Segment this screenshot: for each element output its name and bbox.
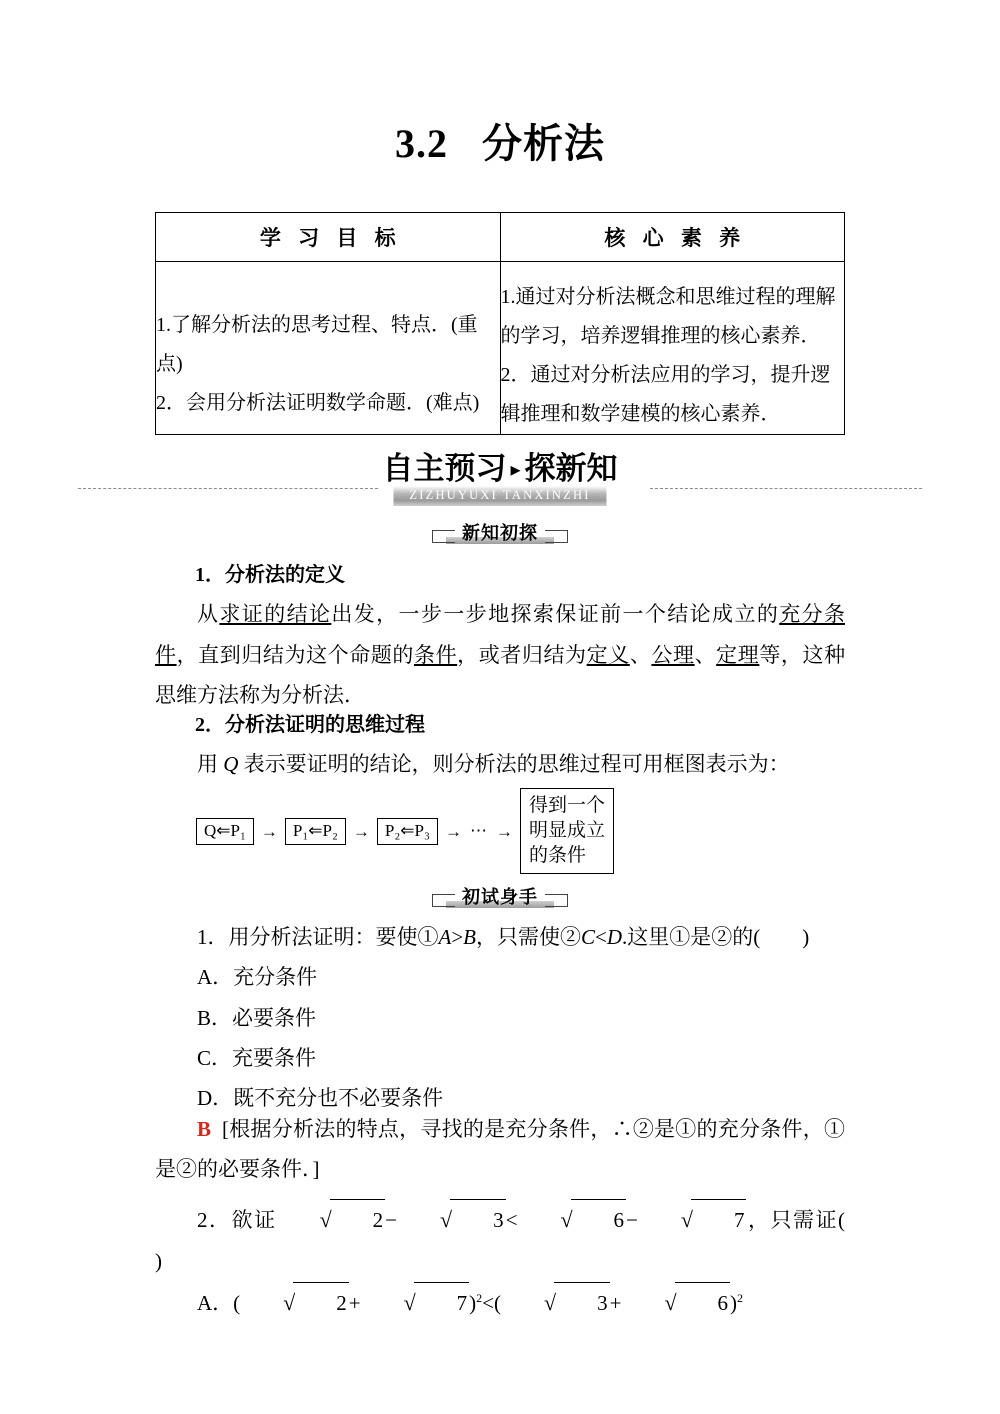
arrow-right-icon-1: →: [260, 821, 278, 841]
exercise-1-number: 1．: [197, 925, 229, 949]
banner-rule-left: [78, 488, 378, 489]
intro-text-b: 表示要证明的结论，则分析法的思维过程可用框图表示为：: [238, 752, 790, 777]
bracket-left-icon: [432, 894, 455, 907]
exercise-1-option-b[interactable]: B．必要条件: [197, 1005, 317, 1030]
exercise-1-stem: [155, 917, 845, 957]
thinking-process-block: [155, 706, 845, 785]
thinking-heading: 2．分析法证明的思维过程: [195, 714, 425, 736]
bracket-left-icon: [432, 530, 455, 543]
intro-variable-q: Q: [223, 752, 239, 777]
subbanner-new-knowledge: [0, 519, 1000, 545]
objectives-table: [155, 212, 845, 435]
banner-title-right: 探新知: [524, 451, 618, 486]
bracket-right-icon: [545, 894, 568, 907]
final-box-line-2: 明显成立: [528, 820, 605, 842]
exercise-2-stem: [155, 1199, 845, 1282]
cell-core-literacy: [500, 262, 845, 435]
arrow-right-icon-2: →: [352, 821, 370, 841]
header-learning-goals: 学 习 目 标: [156, 213, 501, 262]
section-banner: [0, 452, 1000, 508]
def-text-f: 、: [694, 642, 717, 667]
def-text-d: ，或者归结为: [457, 642, 587, 667]
def-text-g: 等，这种思维方法称为分析法．: [155, 642, 846, 708]
def-text-e: 、: [629, 642, 652, 667]
def-text-a: 从: [197, 602, 220, 627]
flow-diagram: [196, 788, 614, 874]
subbanner-label: 初试身手: [462, 887, 538, 907]
arrow-right-icon-4: →: [495, 821, 513, 841]
definition-paragraph: [155, 594, 845, 715]
header-core-literacy: 核 心 素 养: [500, 213, 845, 262]
exercise-1: [155, 917, 845, 1119]
exercise-2: [155, 1199, 845, 1324]
learning-goal-2: 2．会用分析法证明数学命题．(难点): [156, 392, 480, 414]
section-number: 3.2: [395, 121, 448, 166]
learning-goal-1: 1.了解分析法的思考过程、特点．(重点): [156, 314, 478, 375]
thinking-intro: [155, 744, 845, 784]
banner-pinyin: ZIZHUYUXI TANXINZHI: [393, 486, 606, 506]
exercise-2-number: 2．: [197, 1208, 232, 1232]
banner-title-left: 自主预习: [382, 451, 507, 486]
arrow-right-icon-3: →: [444, 821, 462, 841]
def-underline-4: 定义: [586, 642, 630, 667]
definition-block: [155, 556, 845, 715]
section-title: 分析法: [482, 121, 605, 166]
subbanner-label: 新知初探: [462, 523, 538, 543]
table-body-row: [156, 262, 845, 435]
page-title: [0, 112, 1000, 169]
triangle-right-icon: ▸: [510, 459, 521, 481]
flow-box-2: P₁⇐P₂: [285, 818, 346, 845]
exercise-2-question: 欲证 √ 2− √ 3< √ 6− √ 7，只需证( ): [155, 1208, 887, 1273]
final-box-line-3: 的条件: [528, 845, 586, 867]
table-header-row: [156, 213, 845, 262]
def-text-c: ，直到归结为这个命题的: [176, 642, 414, 667]
def-underline-3: 条件: [413, 642, 458, 667]
subbanner-first-try: [0, 883, 1000, 909]
exercise-1-answer-block: [155, 1109, 845, 1190]
definition-heading: 1．分析法的定义: [195, 564, 345, 586]
final-box-line-1: 得到一个: [528, 795, 605, 816]
answer-letter: B: [197, 1117, 212, 1141]
def-underline-6: 定理: [716, 642, 760, 667]
exercise-1-answer: [155, 1109, 845, 1190]
def-underline-5: 公理: [651, 642, 695, 667]
banner-rule-right: [650, 488, 922, 489]
core-literacy-2: 2．通过对分析法应用的学习，提升逻辑推理和数学建模的核心素养．: [500, 364, 831, 425]
def-underline-2: 充分条件: [155, 602, 846, 667]
exercise-2-option-a[interactable]: A．( √ 2+ √ 7)$^2$<( √ 3+ √ 6)$^2$: [155, 1282, 845, 1324]
def-underline-1: 求证的结论: [219, 602, 332, 627]
cell-learning-goals: [156, 262, 501, 435]
def-text-b: 出发，一步一步地探索保证前一个结论成立的: [331, 602, 780, 627]
flow-box-final: [520, 788, 614, 874]
flow-box-1: Q⇐P₁: [196, 818, 254, 845]
exercise-1-question: 用分析法证明：要使①A>B，只需使②C<D.这里①是②的( ): [228, 925, 810, 949]
exercise-1-option-a[interactable]: A．充分条件: [197, 965, 318, 990]
exercise-1-option-d[interactable]: D．既不充分也不必要条件: [197, 1086, 444, 1111]
ellipsis-icon: ⋯: [469, 821, 488, 841]
flow-box-3: P₂⇐P₃: [377, 818, 438, 845]
intro-text-a: 用: [197, 752, 224, 777]
bracket-right-icon: [545, 530, 568, 543]
banner-title: [382, 452, 617, 485]
exercise-1-option-c[interactable]: C．充要条件: [197, 1045, 317, 1070]
banner-center: [382, 452, 617, 506]
exercise-1-explanation: [根据分析法的特点，寻找的是充分条件，∴②是①的充分条件，①是②的必要条件．]: [155, 1117, 845, 1182]
core-literacy-1: 1.通过对分析法概念和思维过程的理解的学习，培养逻辑推理的核心素养．: [500, 286, 836, 347]
